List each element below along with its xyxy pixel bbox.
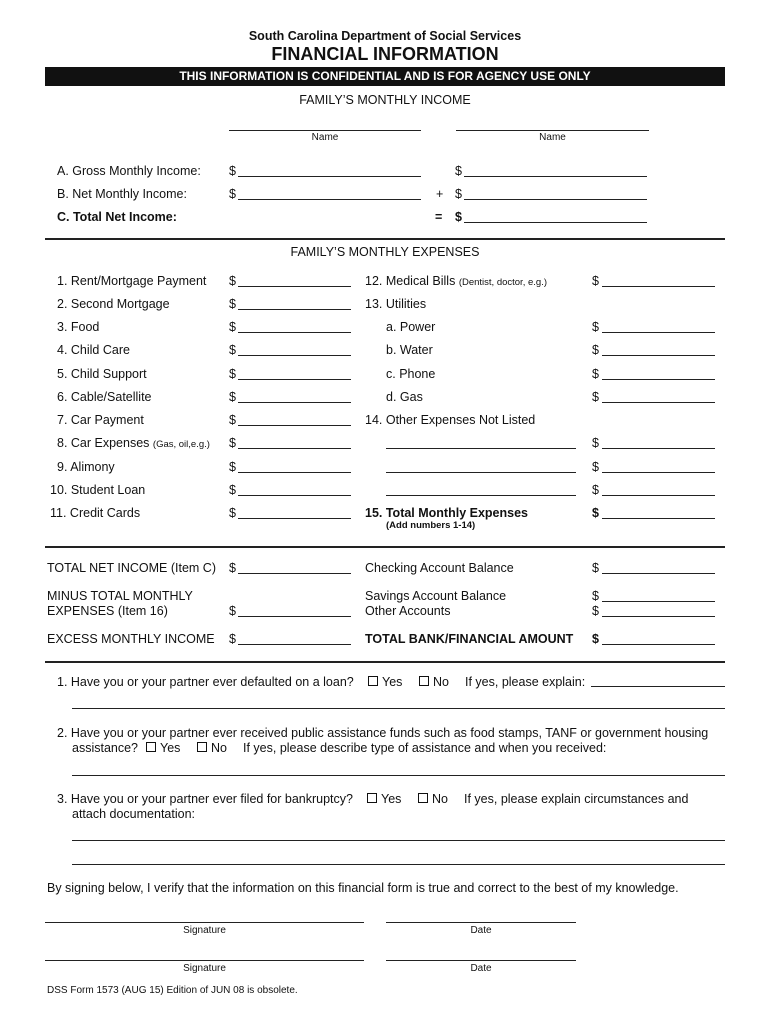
checkbox-icon[interactable] [367,793,377,803]
dollar-sign: $ [229,506,236,520]
dollar-sign: $ [229,632,236,646]
no-label: No [211,741,227,755]
signature-label-2: Signature [183,963,226,974]
income-section-title: FAMILY’S MONTHLY INCOME [299,93,471,107]
child-support-field[interactable] [238,379,351,380]
date-field-1[interactable] [386,922,576,923]
yes-label: Yes [160,741,181,755]
q2-explain-label: If yes, please describe type of assistance and when you received: [243,741,607,755]
q3-explain-field-1[interactable] [72,840,725,841]
other-expense-amount-1[interactable] [602,448,715,449]
savings-field[interactable] [602,601,715,602]
name-field-2[interactable] [456,130,649,131]
no-label: No [433,675,449,689]
dollar-sign: $ [229,297,236,311]
medical-note: (Dentist, doctor, e.g.) [458,277,547,288]
equals-sign: = [435,210,443,224]
q3-yes-option[interactable] [367,792,401,806]
date-label-1: Date [470,925,492,936]
checking-label: Checking Account Balance [365,561,514,575]
minus-expenses-label-1: MINUS TOTAL MONTHLY [47,589,193,603]
total-net-income-summary-label: TOTAL NET INCOME (Item C) [47,561,216,575]
car-payment-field[interactable] [238,425,351,426]
expense-item-cable: 6. Cable/Satellite [57,390,152,404]
question-3-line-1: 3. Have you or your partner ever filed for bankruptcy? [57,792,353,806]
other-expense-description-1[interactable] [386,448,576,449]
savings-label: Savings Account Balance [365,589,507,603]
section-divider [45,661,725,663]
expense-item-car-expenses [57,436,210,450]
expense-item-alimony: 9. Alimony [57,460,115,474]
dollar-sign: $ [592,460,599,474]
dollar-sign: $ [592,343,599,357]
expense-item-medical [365,274,547,288]
checking-field[interactable] [602,573,715,574]
question-2-line-1: 2. Have you or your partner ever received public assistance funds such as food stamps, TANF or government housing [57,726,709,740]
verification-statement: By signing below, I verify that the information on this financial form is true and correct to the best of my knowledge. [47,881,679,895]
expense-item-credit-cards: 11. Credit Cards [50,506,141,520]
expense-item-rent: 1. Rent/Mortgage Payment [57,274,207,288]
expense-item-second-mortgage: 2. Second Mortgage [57,297,170,311]
credit-cards-field[interactable] [238,518,351,519]
alimony-field[interactable] [238,472,351,473]
q1-no-option[interactable] [419,675,449,689]
section-divider [45,238,725,240]
expense-item-car-payment: 7. Car Payment [57,413,144,427]
q1-explain-field[interactable] [591,686,725,687]
form-title: FINANCIAL INFORMATION [271,44,499,64]
question-2-line-2: assistance? [72,741,139,755]
agency-name: South Carolina Department of Social Services [248,29,522,43]
q3-explain-field-2[interactable] [72,864,725,865]
car-expenses-field[interactable] [238,448,351,449]
other-accounts-label: Other Accounts [365,604,451,618]
other-expense-amount-2[interactable] [602,472,715,473]
utility-water: b. Water [386,343,433,357]
confidential-banner: THIS INFORMATION IS CONFIDENTIAL AND IS FOR AGENCY USE ONLY [45,67,725,86]
net-income-field-1[interactable] [238,199,421,200]
section-divider [45,546,725,548]
other-expense-amount-3[interactable] [602,495,715,496]
expense-item-student-loan: 10. Student Loan [50,483,146,497]
name-label-2: Name [539,132,566,143]
dollar-sign: $ [229,561,236,575]
checkbox-icon[interactable] [368,676,378,686]
dollar-sign: $ [229,187,236,201]
dollar-sign: $ [592,632,599,646]
total-net-income-summary-field[interactable] [238,573,351,574]
other-accounts-field[interactable] [602,616,715,617]
name-field-1[interactable] [229,130,421,131]
utility-power: a. Power [386,320,436,334]
dollar-sign: $ [592,367,599,381]
dollar-sign: $ [592,436,599,450]
medical-label: 12. Medical Bills [365,274,456,288]
student-loan-field[interactable] [238,495,351,496]
date-field-2[interactable] [386,960,576,961]
expense-item-food: 3. Food [57,320,100,334]
excess-income-label: EXCESS MONTHLY INCOME [47,632,215,646]
dollar-sign: $ [592,320,599,334]
total-bank-field[interactable] [602,644,715,645]
expense-item-child-care: 4. Child Care [57,343,130,357]
dollar-sign: $ [229,460,236,474]
question-1: 1. Have you or your partner ever defaulted on a loan? [57,675,354,689]
food-field[interactable] [238,332,351,333]
date-label-2: Date [470,963,492,974]
dollar-sign: $ [592,274,599,288]
q3-no-option[interactable] [418,792,448,806]
net-income-field-2[interactable] [464,199,647,200]
car-expenses-label: 8. Car Expenses [57,436,150,450]
total-expenses-note: (Add numbers 1-14) [386,520,476,531]
total-net-income-field[interactable] [464,222,647,223]
expense-item-total: 15. Total Monthly Expenses [365,506,529,520]
yes-label: Yes [381,792,402,806]
signature-field-2[interactable] [45,960,364,961]
q1-explain-field-2[interactable] [72,708,725,709]
q1-yes-option[interactable] [368,675,402,689]
dollar-sign: $ [229,343,236,357]
other-expense-description-2[interactable] [386,472,576,473]
dollar-sign: $ [592,589,599,603]
dollar-sign: $ [229,483,236,497]
gross-income-field-2[interactable] [464,176,647,177]
phone-field[interactable] [602,379,715,380]
dollar-sign: $ [229,413,236,427]
power-field[interactable] [602,332,715,333]
total-net-income-label: C. Total Net Income: [57,210,177,224]
dollar-sign: $ [229,604,236,618]
checkbox-icon[interactable] [146,742,156,752]
other-expense-description-3[interactable] [386,495,576,496]
dollar-sign: $ [592,483,599,497]
plus-sign: + [436,187,444,201]
dollar-sign: $ [229,164,236,178]
q2-explain-field[interactable] [72,775,725,776]
net-income-label: B. Net Monthly Income: [57,187,187,201]
child-care-field[interactable] [238,355,351,356]
expense-item-utilities: 13. Utilities [365,297,427,311]
dollar-sign: $ [592,506,599,520]
dollar-sign: $ [592,604,599,618]
q2-yes-option[interactable] [146,741,180,755]
dollar-sign: $ [455,210,462,224]
total-expenses-field[interactable] [602,518,715,519]
minus-expenses-label-2: EXPENSES (Item 16) [47,604,168,618]
signature-label-1: Signature [183,925,226,936]
utility-phone: c. Phone [386,367,436,381]
dollar-sign: $ [592,390,599,404]
checkbox-icon[interactable] [418,793,428,803]
cable-field[interactable] [238,402,351,403]
gas-field[interactable] [602,402,715,403]
yes-label: Yes [382,675,403,689]
q2-no-option[interactable] [197,741,227,755]
dollar-sign: $ [455,164,462,178]
second-mortgage-field[interactable] [238,309,351,310]
gross-income-field-1[interactable] [238,176,421,177]
form-footer: DSS Form 1573 (AUG 15) Edition of JUN 08 is obsolete. [47,985,298,996]
q3-explain-label: If yes, please explain circumstances and [464,792,689,806]
dollar-sign: $ [592,561,599,575]
dollar-sign: $ [229,367,236,381]
expenses-section-title: FAMILY’S MONTHLY EXPENSES [290,245,480,259]
dollar-sign: $ [229,274,236,288]
rent-field[interactable] [238,286,351,287]
expense-item-other: 14. Other Expenses Not Listed [365,413,536,427]
minus-expenses-field[interactable] [238,616,351,617]
dollar-sign: $ [229,320,236,334]
expense-item-child-support: 5. Child Support [57,367,147,381]
name-label-1: Name [311,132,339,143]
q1-explain-label: If yes, please explain: [465,675,586,689]
no-label: No [432,792,448,806]
dollar-sign: $ [455,187,462,201]
signature-field-1[interactable] [45,922,364,923]
checkbox-icon[interactable] [197,742,207,752]
dollar-sign: $ [229,436,236,450]
dollar-sign: $ [229,390,236,404]
excess-income-field[interactable] [238,644,351,645]
question-3-line-2: attach documentation: [72,807,195,821]
checkbox-icon[interactable] [419,676,429,686]
utility-gas: d. Gas [386,390,423,404]
gross-income-label: A. Gross Monthly Income: [57,164,201,178]
car-expenses-note: (Gas, oil,e.g.) [152,439,210,450]
medical-field[interactable] [602,286,715,287]
water-field[interactable] [602,355,715,356]
total-bank-label: TOTAL BANK/FINANCIAL AMOUNT [365,632,574,646]
